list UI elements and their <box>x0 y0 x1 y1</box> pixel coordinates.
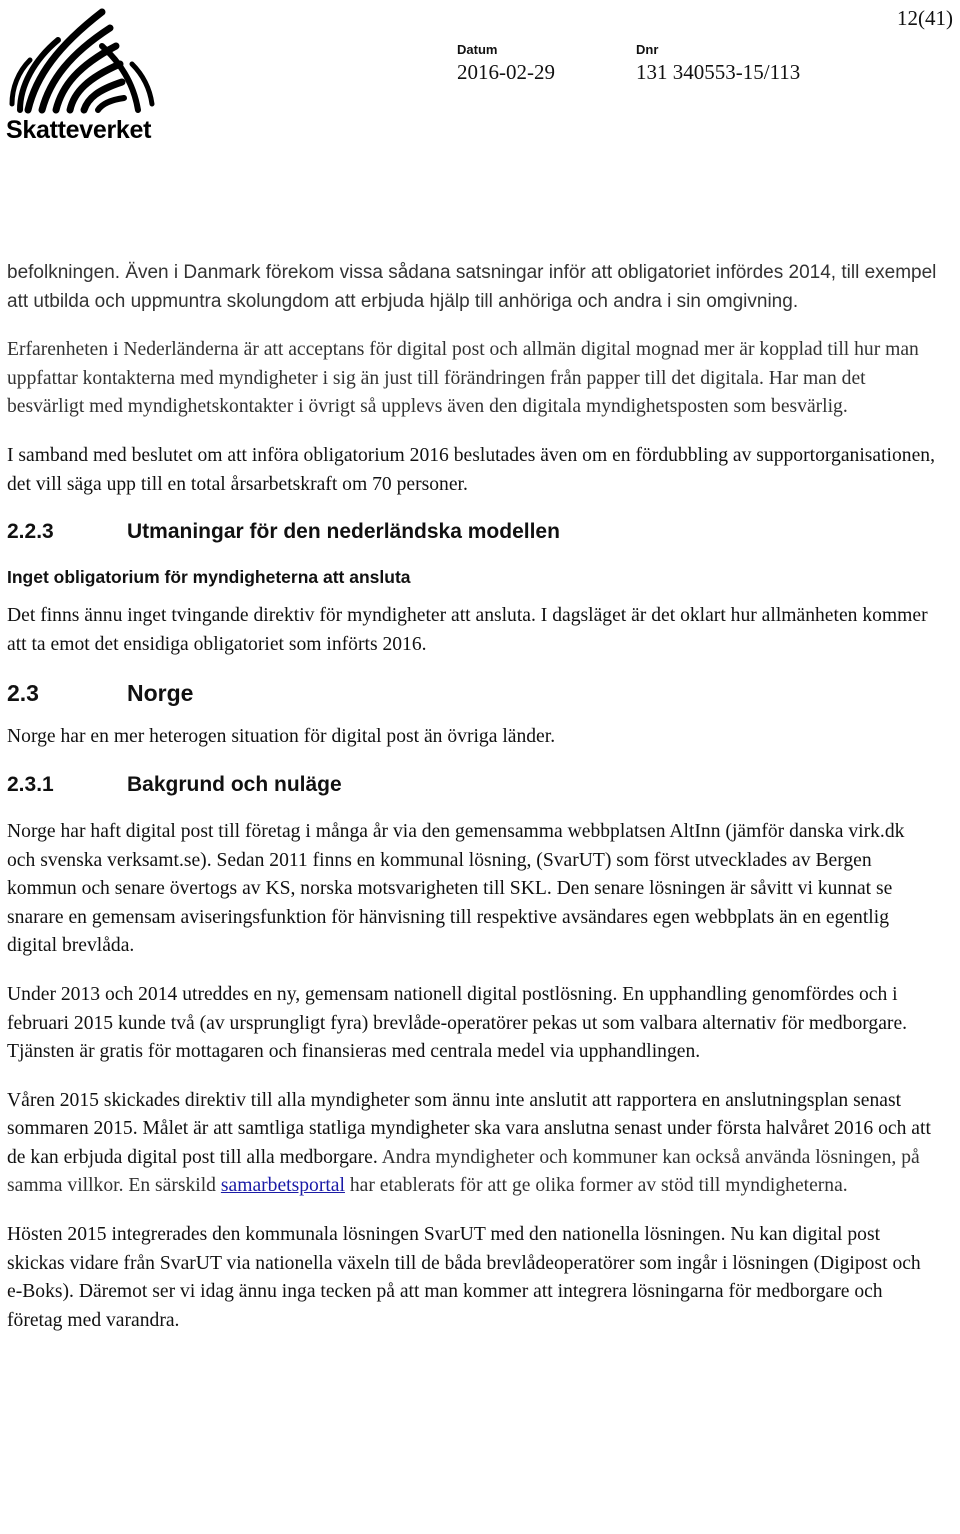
dnr-value: 131 340553-15/113 <box>636 60 801 84</box>
paragraph-8-part-a: Våren 2015 skickades direktiv till alla myndigheter som ännu inte anslutit att rapportera en anslutningsplan senast sommaren 2015. Målet är att samtliga statliga myndigheter ska vara anslutna senast under första halvåret 2016 och att de kan erbjuda digital post till alla medborgare. <box>7 1089 931 1168</box>
skatteverket-crown-icon <box>6 6 164 118</box>
page-number: 12(41) <box>897 6 953 30</box>
heading-2-3-1-title: Bakgrund och nuläge <box>127 772 342 796</box>
heading-2-3-1 <box>7 772 937 798</box>
date-value: 2016-02-29 <box>457 60 555 84</box>
paragraph-8-part-b: Andra myndigheter och kommuner kan också använda lösningen, på samma villkor. En särskild <box>7 1146 920 1197</box>
subheading-obligatorium: Inget obligatorium för myndigheterna att ansluta <box>7 567 411 588</box>
paragraph-9: Hösten 2015 integrerades den kommunala lösningen SvarUT med den nationella lösningen. Nu kan digital post skickas vidare från SvarUT via nationella växeln till de båda brevlådeoperatörer som ingår i lösningen (Digipost och e-Boks). Däremot ser vi idag ännu inga tecken på att man kommer att integrera lösningarna för medborgare och företag med varandra. <box>7 1224 921 1331</box>
paragraph-5: Norge har en mer heterogen situation för digital post än övriga länder. <box>7 726 556 748</box>
brand-wordmark: Skatteverket <box>6 116 152 144</box>
heading-2-2-3-title: Utmaningar för den nederländska modellen <box>127 520 560 544</box>
paragraph-2-part-a: Erfarenheten i Nederländerna är att acceptans för digital post och allmän digital mognad mer är kopplad till hur man uppfattar kontakterna med myndigheter i sig än just till förändringen från papper till det digitala. <box>7 339 919 389</box>
heading-2-2-3 <box>7 519 937 545</box>
paragraph-7: Under 2013 och 2014 utreddes en ny, gemensam nationell digital postlösning. En upphandling genomfördes och i februari 2015 kunde två (av ursprungligt fyra) brevlåde-operatörer pekas ut som valbara alternativ för medborgare. Tjänsten är gratis för mottagaren och finansieras med centrala medel via upphandlingen. <box>7 983 908 1063</box>
paragraph-3: I samband med beslutet om att införa obligatorium 2016 beslutades även om en fördubbling av supportorganisationen, det vill säga upp till en total årsarbetskraft om 70 personer. <box>7 444 935 495</box>
paragraph-4: Det finns ännu inget tvingande direktiv för myndigheter att ansluta. I dagsläget är det oklart hur allmänheten kommer att ta emot det ensidiga obligatoriet som införts 2016. <box>7 605 928 655</box>
paragraph-2-part-b: Har man det besvärligt med myndighetskontakter i övrigt så upplevs även den digitala myndighetsposten som besvärlig. <box>7 367 866 418</box>
heading-2-3-title: Norge <box>127 680 194 707</box>
date-label: Datum <box>457 42 498 57</box>
samarbetsportal-link[interactable]: samarbetsportal <box>220 1175 345 1197</box>
heading-2-3-1-number: 2.3.1 <box>7 772 54 796</box>
dnr-label: Dnr <box>636 42 659 57</box>
paragraph-8 <box>7 1087 937 1201</box>
paragraph-1: befolkningen. Även i Danmark förekom vissa sådana satsningar inför att obligatoriet infördes 2014, till exempel att utbilda och uppmuntra skolungdom att erbjuda hjälp till anhöriga och andra i sin omgivning. <box>7 262 937 312</box>
document-body <box>7 259 937 1355</box>
paragraph-8-part-c: har etablerats för att ge olika former av stöd till myndigheterna. <box>349 1175 848 1197</box>
paragraph-2 <box>7 336 937 422</box>
heading-2-2-3-number: 2.2.3 <box>7 520 54 544</box>
heading-2-3-number: 2.3 <box>7 680 39 707</box>
paragraph-6: Norge har haft digital post till företag i många år via den gemensamma webbplatsen AltInn (jämför danska virk.dk och svenska verksamt.se). Sedan 2011 finns en kommunal lösning, (SvarUT) som först utvecklades av Bergen kommun och senare övertogs av KS, norska motsvarigheten till SKL. Den senare lösningen är såvitt vi kunnat se snarare en gemensam aviseringsfunktion för hänvisning till respektive avsändares egen webbplats än en egentlig digital brevlåda. <box>7 820 905 957</box>
heading-2-3 <box>7 679 937 707</box>
